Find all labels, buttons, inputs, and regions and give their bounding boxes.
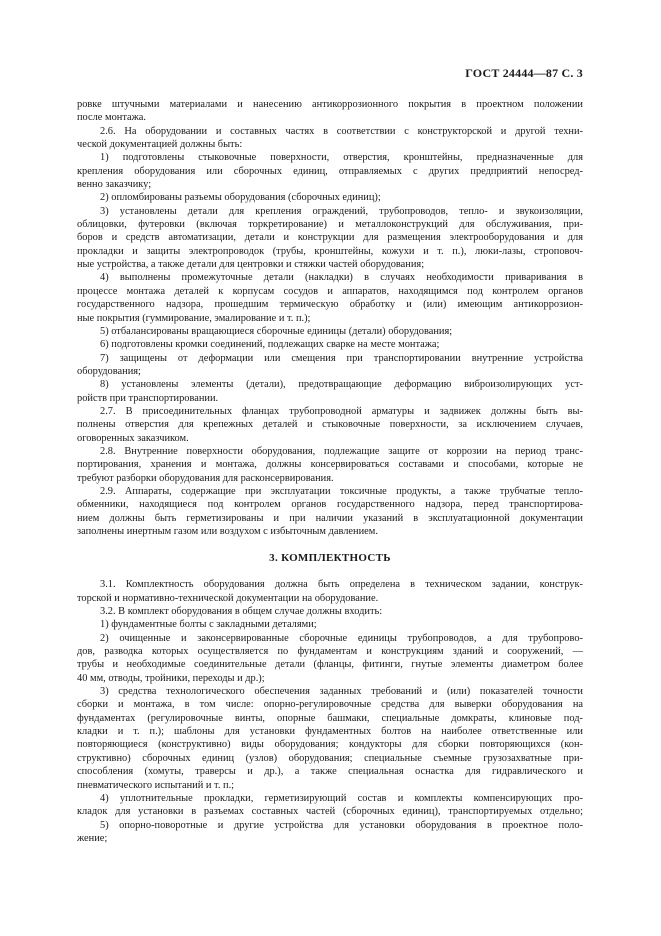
- section-3-text: [77, 578, 583, 845]
- text-line: 40 мм, отводы, тройники, переходы и др.);: [77, 672, 265, 684]
- text-line: заполнены инертным газом или воздухом с избыточным давлением.: [77, 526, 378, 537]
- text-line: венно заказчику;: [77, 179, 152, 191]
- text-line: боров и средств автоматизации, детали и конструкции для размещения электрооборудования и для: [77, 232, 583, 244]
- text-line: 1) подготовлены стыковочные поверхности, отверстия, кронштейны, предназначенные для: [100, 152, 583, 164]
- text-line: трубы и необходимые соединительные детали (фланцы, фитинги, гнутые элементы диаметром более: [77, 659, 583, 671]
- text-line: 4) выполнены промежуточные детали (накладки) в случаях необходимости приваривания в: [100, 272, 583, 284]
- text-line: полнены отверстия для крепежных деталей и стыковочные поверхности, за исключением случаев,: [77, 419, 583, 431]
- text-line: государственного надзора, прошедшим термическую обработку и (или) имеющим антикоррозион-: [77, 299, 583, 311]
- text-line: ные покрытия (гуммирование, эмалирование и т. п.);: [77, 312, 311, 324]
- text-line: способления (хомуты, траверсы и др.), а также специальная оснастка для гидравлического и: [77, 766, 583, 778]
- text-line: 5) опорно-поворотные и другие устройства для установки оборудования в проектное поло-: [100, 819, 583, 831]
- text-line: после монтажа.: [77, 112, 147, 124]
- text-line: кладки и т. п.); шаблоны для установки фундаментных болтов на наиболее ответственные или: [77, 726, 583, 738]
- text-line: повторяющиеся (конструктивно) виды оборудования; кондукторы для сборки повторяющихся (кон-: [77, 739, 583, 751]
- text-line: торской и нормативно-технической документации на оборудование.: [77, 592, 379, 604]
- text-line: 2.7. В присоединительных фланцах трубопроводной арматуры и задвижек должны быть вы-: [100, 405, 583, 417]
- text-line: нием должны быть герметизированы и при наличии указаний в эксплуатационной документации: [77, 512, 583, 524]
- text-line: ройств при транспортировании.: [77, 392, 219, 404]
- text-line: процессе монтажа деталей к корпусам сосудов и аппаратов, находящимся под контролем органов: [77, 285, 583, 297]
- document-body: [77, 98, 583, 845]
- text-line: 2.6. На оборудовании и составных частях в соответствии с конструкторской и другой техни-: [100, 125, 583, 137]
- text-line: 4) уплотнительные прокладки, герметизирующий состав и комплекты компенсирующих про-: [100, 792, 583, 804]
- text-line: ные устройства, а также детали для центровки и стяжки частей оборудования;: [77, 259, 425, 271]
- text-line: 1) фундаментные болты с закладными деталями;: [100, 619, 317, 631]
- text-line: 2.8. Внутренние поверхности оборудования, подлежащие защите от коррозии на период транс-: [100, 445, 583, 457]
- text-line: фундаментах (регулировочные винты, опорные башмаки, специальные домкраты, клиновые под-: [77, 712, 583, 724]
- text-line: 3) средства технологического обеспечения заданных требований и (или) показателей точности: [100, 686, 583, 698]
- text-line: облицовки, футеровки (включая торкретирование) и металлоконструкций для обслуживания, при-: [77, 219, 583, 231]
- text-line: кладок для установки в разъемах составных частей (сборочных единиц), транспортируемых отдельно;: [77, 806, 583, 818]
- text-line: 2.9. Аппараты, содержащие при эксплуатации токсичные продукты, а также трубчатые тепло-: [100, 485, 583, 497]
- text-line: крепления оборудования или сборочных единиц, отправляемых с других предприятий непосред-: [77, 165, 583, 177]
- text-line: 3.2. В комплект оборудования в общем случае должны входить:: [100, 606, 383, 618]
- text-line: требуют разборки оборудования для расконсервирования.: [77, 472, 334, 484]
- text-line: дов, разводка которых осуществляется по фундаментам и конструкциям зданий и сооружений, —: [77, 646, 583, 658]
- text-line: оборудования;: [77, 365, 141, 377]
- text-line: 2) опломбированы разъемы оборудования (сборочных единиц);: [100, 192, 381, 204]
- section-2-continuation: [77, 98, 583, 538]
- text-line: 6) подготовлены кромки соединений, подлежащих сварке на месте монтажа;: [100, 339, 440, 351]
- text-line: 7) защищены от деформации или смещения при транспортировании внутренние устройства: [100, 352, 583, 364]
- text-line: прокладки и защиты электропроводок (трубы, кронштейны, кожухи и т. п.), люки-лазы, строповоч-: [77, 245, 583, 257]
- text-line: ровке штучными материалами и нанесению антикоррозионного покрытия в проектном положении: [77, 99, 583, 110]
- text-line: ческой документацией должны быть:: [77, 139, 243, 151]
- text-line: портирования, хранения и монтажа, должны консервироваться составами и способами, которые не: [77, 459, 583, 471]
- text-line: структивно) сборочных единиц (узлов) оборудования; специальные съемные грузозахватные при-: [77, 752, 583, 764]
- text-line: 3) установлены детали для крепления ограждений, трубопроводов, тепло- и звукоизоляции,: [100, 205, 583, 217]
- text-line: жение;: [77, 832, 108, 844]
- section-title: 3. КОМПЛЕКТНОСТЬ: [269, 552, 391, 565]
- text-line: оговоренных заказчиком.: [77, 432, 189, 444]
- text-line: пневматического испытаний и т. п.;: [77, 779, 235, 791]
- text-line: 2) очищенные и законсервированные сборочные единицы трубопроводов, а для трубопрово-: [100, 632, 583, 644]
- text-line: обменники, находящиеся под контролем органов государственного надзора, перед транспортирова-: [77, 499, 583, 511]
- page-header: ГОСТ 24444—87 С. 3: [465, 66, 583, 80]
- text-line: 5) отбалансированы вращающиеся сборочные единицы (детали) оборудования;: [100, 325, 453, 337]
- text-line: 3.1. Комплектность оборудования должна быть определена в техническом задании, конструк-: [100, 579, 583, 591]
- text-line: сборки и монтажа, в том числе: опорно-регулировочные средства для выверки оборудования на: [77, 699, 583, 711]
- text-line: 8) установлены элементы (детали), предотвращающие деформацию виброизолирующих уст-: [100, 379, 583, 391]
